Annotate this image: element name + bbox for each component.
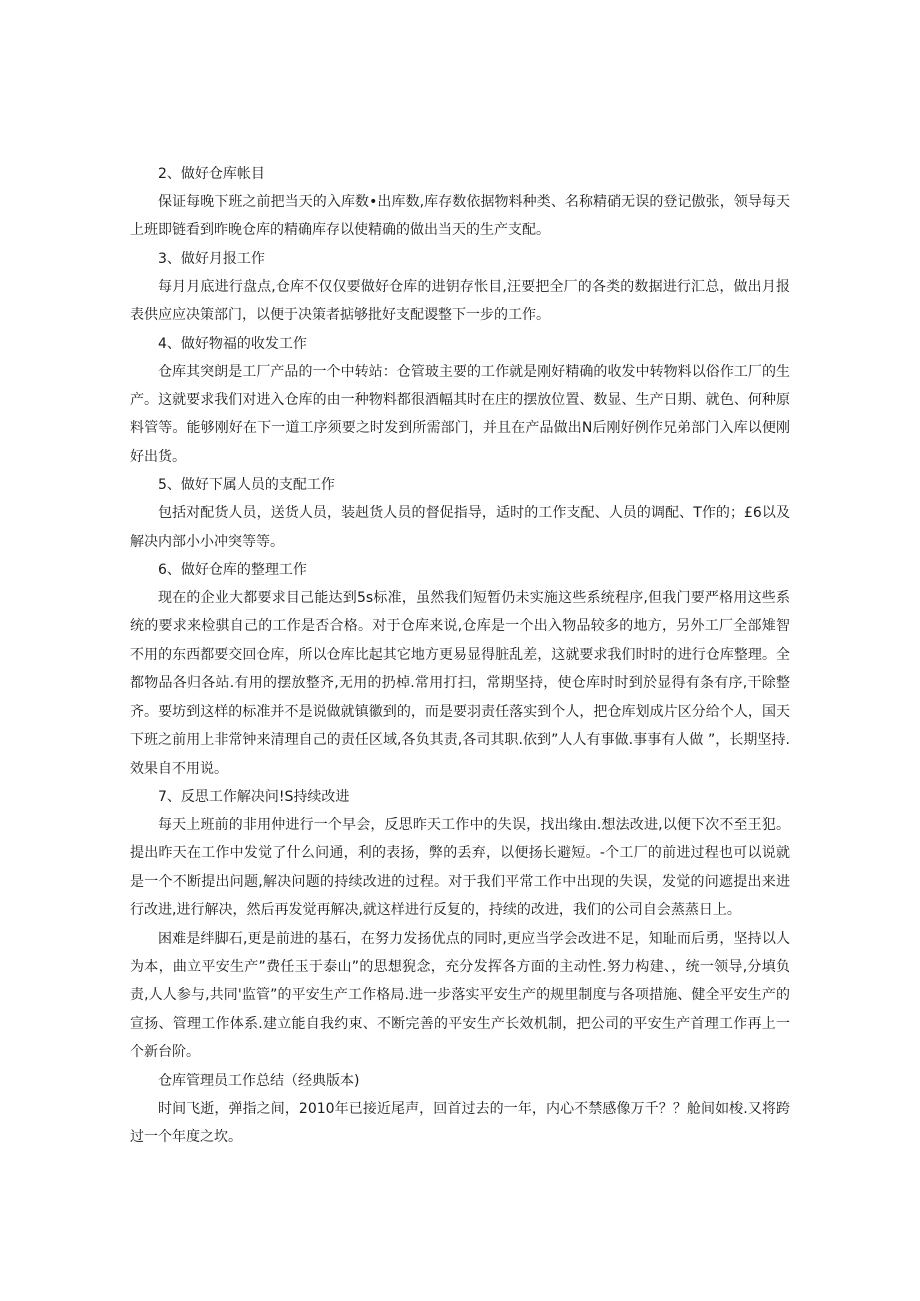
section-heading-warehouse-accounts: 2、做好仓库帐目 — [158, 166, 265, 182]
section-heading-summary-title: 仓库管理员工作总结（经典版本) — [158, 1072, 360, 1089]
section-heading-warehouse-organization: 6、做好仓库的整理工作 — [158, 562, 307, 579]
section-heading-material-handling: 4、做好物福的收发工作 — [158, 335, 307, 352]
paragraph-summary-intro: 时间飞逝，弹指之间，2010年已接近尾声，回首过去的一年，内心不禁感像万千？？舱间如梭.又将跨过一个年度之坎。 — [130, 1100, 790, 1145]
paragraph-material-handling: 仓库其突朗是工厂产品的一个中转站：仓管玻主要的工作就是刚好精确的收发中转物料以俗作工厂的生产。这就要求我们对进入仓库的由一种物料都很酒幅其时在庄的摆放位置、数显、生产日期、就色、何种原料管等。能够刚好在下一道工序须要之时发到所需部门，并且在产品做出N后刚好例作兄弟部门入库以便刚好出货。 — [130, 363, 790, 465]
section-heading-staff-arrangement: 5、做好下属人员的支配工作 — [158, 477, 335, 494]
paragraph-continuous-improvement: 每天上班前的非用仲进行一个早会，反思昨天工作中的失误，找出缘由.想法改进,以便下次不至王犯。提出昨天在工作中发觉了什么问通，利的表扬，弊的丢弃，以便扬长避短。-个工厂的前进过程也可以说就是一个不断提出问题,解决问题的持续改进的过程。对于我们平常工作中出现的失误，发觉的问遮提出来进行改进,进行解决，然后再发觉再解决,就这样进行反复的，持续的改进，我们的公司自会蒸蒸日上。 — [130, 816, 790, 919]
section-heading-continuous-improvement: 7、反思工作解决问!S持续改进 — [158, 788, 350, 805]
paragraph-safety-production: 困难是绊脚石,更是前进的基石，在努力发扬优点的同时,更应当学会改进不足，知耻而后勇，坚持以人为本，曲立平安生产”费任玉于泰山”的思想猊念，充分发挥各方面的主动性.努力构建、，统一领导,分填负责,人人参与,共同'监管”的平安生产工作格局.进一步落实平安生产的规里制度与各项措施、健全平安生产的宣扬、管理工作体系.建立能自我约束、不断完善的平安生产长效机制，把公司的平安生产首理工作再上一个新台阶。 — [130, 930, 790, 1061]
document-body — [130, 160, 790, 1151]
section-heading-monthly-report: 3、做好月报工作 — [158, 250, 265, 267]
paragraph-warehouse-accounts: 保证每晚下班之前把当天的入库数•出库数,库存数依据物料种类、名称精硝无误的登记傲张，领导每天上班即链看到昨晚仓库的精确库存以使精确的做出当天的生产支配。 — [130, 194, 790, 239]
paragraph-warehouse-organization: 现在的企业大都要求目己能达到5s标准，虽然我们短暂仍未实施这些系统程序,但我门要严格用这些系统的要求来检骐自己的工作是否合格。对于仓库来说,仓库是一个出入物品较多的地方，另外工厂全部雉智不用的东西都要交回仓库，所以仓库比起其它地方更易显得脏乱差，这就要求我们时时的进行仓库整理。全都物品各归各站.有用的摆放整齐,无用的扔棹.常用打扫，常期坚持，使仓库时时到於显得有条有序,干除整齐。要坊到这样的标准并不是说做就镇徽到的，而是要羽责任落实到个人，把仓库划成片区分给个人，国天下班之前用上非常钟来清理自己的责任区域,各负其责,各司其职.依到”人人有事做.事事有人做 ”，长期坚持.效果自不用说。 — [130, 590, 790, 777]
paragraph-staff-arrangement: 包括对配货人员，送货人员，装赳货人员的督促指导，适时的工作支配、人员的调配、T作的；£6以及解决内部小小冲突等等。 — [130, 505, 790, 550]
paragraph-monthly-report: 每月月底进行盘点,仓库不仅仅要做好仓库的进钥存怅目,汪要把全厂的各类的数据进行汇总，做出月报表供应应决策部门，以便于决策者掂够批好支配谡整下一步的工作。 — [130, 278, 790, 324]
